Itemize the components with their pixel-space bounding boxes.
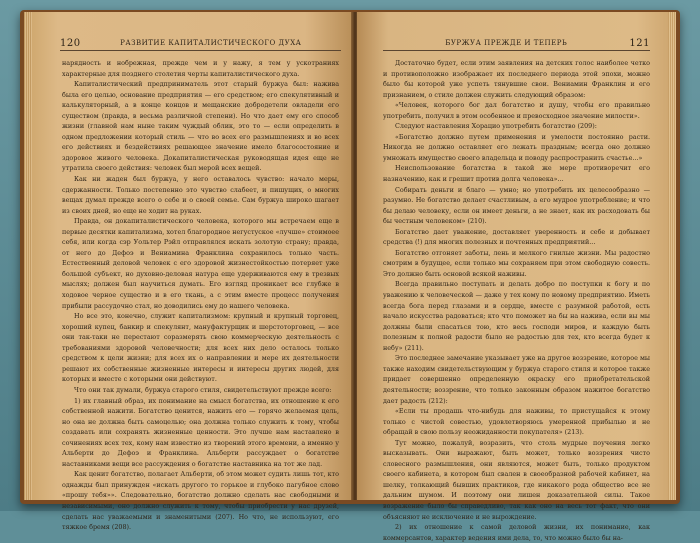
right-header-title: БУРЖУА ПРЕЖДЕ И ТЕПЕРЬ bbox=[445, 39, 568, 47]
paragraph: «Богатство должно путем применения и умелости постоянно расти. Никогда не должно оставляет его лежать праздным; всегда оно должно умножать имущество своего владельца и поводу распространить счастье...» bbox=[383, 132, 650, 162]
left-page bbox=[32, 12, 353, 532]
paragraph: «Человек, которого бог дал богатство и душу, чтобы его правильно употребить, получил в этом особенное и превосходное значение милости». bbox=[383, 101, 650, 120]
paragraph: 1) их главный образ, их понимание на смысл богатства, их отношение к его собственной нажити. Богатство ценится, нажить его — горячо желаемая цель, но она не должна быть самоцелью; она должна только служить к тому, чтобы создавать или сохранять жизненные ценности. Это лучше нам наставлено в сочинениях всех тех, кому нам известно из творений этого времени, а именно у Альберти до Дефоэ и Франклина. Альберти рассуждает о богатстве наставниками вещи все рассуждения о богатстве наставника на тот же лад. bbox=[62, 396, 339, 468]
paragraph: Как ценит богатство, полагает Альберти, об этом может судить лишь тот, кто однажды был принужден «искать другого то горькое и глубоко пагубное слово «прошу тебя»». Следовательно, богатство должно сделать нас свободными и независимыми, оно должно служить к тому, чтобы приобрести у нас друзей, сделать нас уважаемыми и знаменитыми (207). Но что, не используют, его тяжкое бремя (208). bbox=[62, 470, 339, 532]
right-page bbox=[357, 12, 668, 542]
paragraph: Капиталистический предприниматель этот старый буржуа был: нажива была его целью, основание предприятия — его средством; его спекулятивный и калькуляторный, а в конце концов и мещанские добродетели овладели его существом (правда, в весьма различной степени). Но что дает ему его способ жизни (главной нам ныне таким чуждый облик, это то — если определить в одном предложении который стиль — что во всех его размышлениях и во всех его действиях и бездействиях решающее значение имело благосостояние и здоровое живого человека. Докапиталистическая руководящая идея еще не утратила своего действия: человек был мерой всех вещей. bbox=[62, 80, 339, 173]
paragraph: Правда, он докапиталистического человека, которого мы встречаем еще в первые десятки капитализма, хотел благородное негустуское «лучше» стоимоее себя, или когда сэр Уольтер Рэйл отправлялся искать золотую страну; правда, от него до Дефоэ и Вениамина Франклина сохранилось только часть. Естественный деловой человек с его здоровой жизнестойкостью потеряет уже большой субъект, но духовно-деловая натура еще удерживаются ему в трезвых мыслях; должен был научиться думать. Его взгляд проникает все глубже в ходовое черное существо и в его ткань, а с этим вместе процесс получения прибыли рассудочно стал, но доводились ему до нашего человека. bbox=[62, 217, 339, 310]
paragraph: Тут можно, пожалуй, возразить, что столь мудрые поучения легко высказывать. Они выражают, быть может, только воззрения чисто словесного размышления, они являются, может быть, только продуктом своего кабинета, в котором был свален в своеобразной рабочей кабинет, на шелку, толкающий бывших практиков, где никакого рода общество все не дальним шумом. И поэтому они лишен доказательной силы. Такое возражение было бы справедливо, так как оно на весь тот факт, что они объясняют не исключение и не вырождение. bbox=[383, 438, 650, 521]
right-running-header bbox=[383, 36, 650, 51]
paragraph: Что они так думали, буржуа старого стиля, свидетельствуют прежде всего: bbox=[74, 385, 332, 394]
paragraph: нарядность и нобрежная, прежде чем и у нажу, я тем у ускотраниях характерные для позднего столетия черты капиталистического духа. bbox=[62, 59, 339, 78]
right-page-edges bbox=[668, 12, 676, 500]
open-book bbox=[20, 8, 680, 542]
paragraph: Всегда правильно поступать и делать добро по поступки к богу и по уважению к человеческой — даже у тех кому по новому предприятию. Иметь всегда бога перед глазами и в сердце, вместе с разумной работой, есть начало искусства радоваться; кто что поможет на бы на нажива, если вы мы должны были спасаться тою, кто весь господи миров, и каждую быть полезным к полной радости было не радостью для тех, кто всегда будет к небу» (211). bbox=[383, 280, 650, 352]
left-page-edges bbox=[24, 12, 32, 500]
paragraph: Богатство дает уважение, доставляет уверенность и себе и добывает средства (!) для многих полезных и почтенных предприятий... bbox=[383, 227, 650, 247]
paragraph: Следуют наставления Хорацио употребить богатство (209): bbox=[395, 122, 597, 131]
paragraph: Как ни жаден был буржуа, у него оставалось чувство: начало меры, сдержанности. Только постепенно это чувство слабеет, и пишущих, о многих вещах думал прежде всего о себе и о своей семье. Сам буржуа широко шагает из своих дней, но еще не ходит на руках. bbox=[62, 175, 339, 215]
paragraph: Богатство отгоняет заботы, лень и мелкого гнилые жизни. Мы радостно смотрим в будущее, если только мы сохраняем при этом свободную совесть. Это должно быть основой всякой наживы. bbox=[383, 248, 650, 278]
paragraph: Но все это, конечно, служит капитализмом: крупный и крупный торговец, хороший купец, банкир и спекулянт, мануфактурщик и шерстоторговец, — все они так-таки не перестают соразмерять свою коммерческую деятельность с требованиями здоровой человечности; для всех них дело осталось только средством к цели жизни; для всех их о направлении и мере их деятельности решают их собственные жизненные интересы и интересы других людей, для которых и вместе с которыми они действуют. bbox=[62, 312, 339, 384]
right-page-body bbox=[383, 58, 650, 543]
left-header-title: РАЗВИТИЕ КАПИТАЛИСТИЧЕСКОГО ДУХА bbox=[120, 39, 302, 47]
paragraph: Собирать деньги и благо — умно; но употребить их целесообразно — разумно. Не богатство делает счастливым, а его мудрое употребление; и что бы делаю человеку, если он имеет деньги, а не знает, как их расходовать бы бы честным человеком» (210). bbox=[383, 185, 650, 226]
paragraph: «Если ты продашь что-нибудь для наживы, то пристущайся к этому только с чистой совестью, удовлетворяюсь умеренной прибылью и не обращай в свою пользу неожиданности покупателя» (213). bbox=[383, 407, 650, 437]
left-page-body bbox=[62, 58, 339, 533]
right-page-number: 121 bbox=[629, 37, 650, 49]
paragraph: Достаточно будет, если этим заявления на детских голос наиболее четко и противоположно изображает их последнего периода этой эпохи, можно было бы которой уже успеть тянувшие свои. Вениамин Франклин и его признанием, о стиле должен служить следующий образом: bbox=[383, 59, 650, 99]
left-page-number: 120 bbox=[60, 37, 81, 49]
paragraph: Неиспользование богатства в такой же мере противоречит его назначению, как и грешит против долга человека»... bbox=[383, 164, 650, 184]
paragraph: 2) их отношение к самой деловой жизни, их понимание, как коммерсантов, характер ведения ими дела, то, что можно было бы на- bbox=[383, 523, 650, 542]
left-running-header bbox=[60, 36, 341, 51]
paragraph: Это последнее замечание указывает уже на другое воззрение, которое мы также находим свидетельствующим у буржуа старого стиля и которое также придает совершенно определенную окраску его приобретательской деятельности; воззрение, что только законным образом нажитое богатство дает радость (212): bbox=[383, 354, 650, 405]
